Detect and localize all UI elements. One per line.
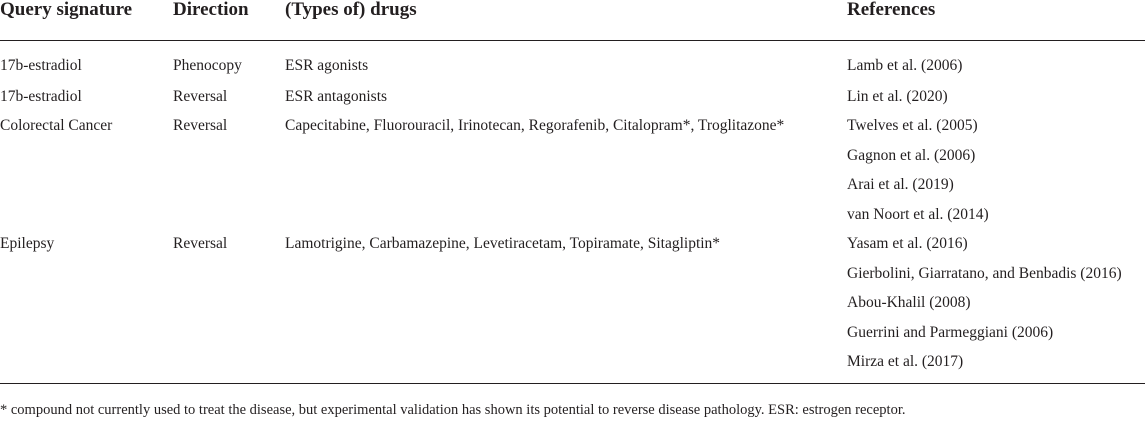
cell-query-signature — [0, 318, 173, 348]
table-footnote-row — [0, 384, 1145, 425]
cell-reference: Gierbolini, Giarratano, and Benbadis (2016) — [847, 264, 1122, 282]
cell-drugs — [285, 289, 847, 319]
cell-reference: Yasam et al. (2016) — [847, 235, 968, 253]
header-references: References — [847, 0, 936, 20]
cell-drugs — [285, 259, 847, 289]
header-drugs: (Types of) drugs — [285, 0, 417, 20]
table-row — [0, 82, 1145, 112]
cell-drugs: Capecitabine, Fluorouracil, Irinotecan, Regorafenib, Citalopram*, Troglitazone* — [285, 117, 785, 135]
table-footnote: * compound not currently used to treat the disease, but experimental validation has shown its potential to reverse disease pathology. ESR: estrogen receptor. — [0, 401, 906, 418]
cell-query-signature — [0, 348, 173, 384]
cell-direction: Reversal — [173, 117, 228, 135]
cell-direction: Reversal — [173, 87, 228, 105]
cell-reference: Lamb et al. (2006) — [847, 56, 963, 74]
cell-drugs — [285, 348, 847, 384]
cell-drugs — [285, 318, 847, 348]
header-direction: Direction — [173, 0, 249, 20]
table-row — [0, 348, 1145, 384]
cell-direction — [173, 289, 285, 319]
table-row — [0, 171, 1145, 201]
cell-direction — [173, 318, 285, 348]
cell-drugs — [285, 171, 847, 201]
cell-direction — [173, 141, 285, 171]
cell-reference: van Noort et al. (2014) — [847, 205, 989, 223]
table-row — [0, 259, 1145, 289]
cell-reference: Abou-Khalil (2008) — [847, 294, 971, 312]
cell-direction: Phenocopy — [173, 56, 242, 74]
cell-query-signature — [0, 141, 173, 171]
cell-direction — [173, 348, 285, 384]
cell-reference: Gagnon et al. (2006) — [847, 146, 976, 164]
cell-query-signature — [0, 289, 173, 319]
cell-query-signature: 17b-estradiol — [0, 56, 82, 74]
cell-query-signature: Colorectal Cancer — [0, 117, 113, 135]
table-row — [0, 141, 1145, 171]
cell-reference: Guerrini and Parmeggiani (2006) — [847, 323, 1054, 341]
cell-query-signature — [0, 259, 173, 289]
cell-query-signature: 17b-estradiol — [0, 87, 82, 105]
cell-direction — [173, 200, 285, 230]
cell-reference: Mirza et al. (2017) — [847, 353, 964, 371]
cell-query-signature: Epilepsy — [0, 235, 55, 253]
cell-query-signature — [0, 200, 173, 230]
cell-drugs — [285, 141, 847, 171]
header-query-signature: Query signature — [0, 0, 133, 20]
table-row — [0, 112, 1145, 142]
cell-direction — [173, 171, 285, 201]
cell-direction — [173, 259, 285, 289]
table-row — [0, 41, 1145, 83]
cell-reference: Twelves et al. (2005) — [847, 117, 978, 135]
cell-drugs: ESR agonists — [285, 56, 369, 74]
table-row — [0, 289, 1145, 319]
table-row — [0, 230, 1145, 260]
cell-drugs: Lamotrigine, Carbamazepine, Levetiracetam, Topiramate, Sitagliptin* — [285, 235, 721, 253]
cell-reference: Arai et al. (2019) — [847, 176, 954, 194]
cell-reference: Lin et al. (2020) — [847, 87, 948, 105]
table-header-row — [0, 0, 1145, 41]
cell-query-signature — [0, 171, 173, 201]
cell-direction: Reversal — [173, 235, 228, 253]
table-row — [0, 318, 1145, 348]
table-row — [0, 200, 1145, 230]
cell-drugs — [285, 200, 847, 230]
cell-drugs: ESR antagonists — [285, 87, 388, 105]
